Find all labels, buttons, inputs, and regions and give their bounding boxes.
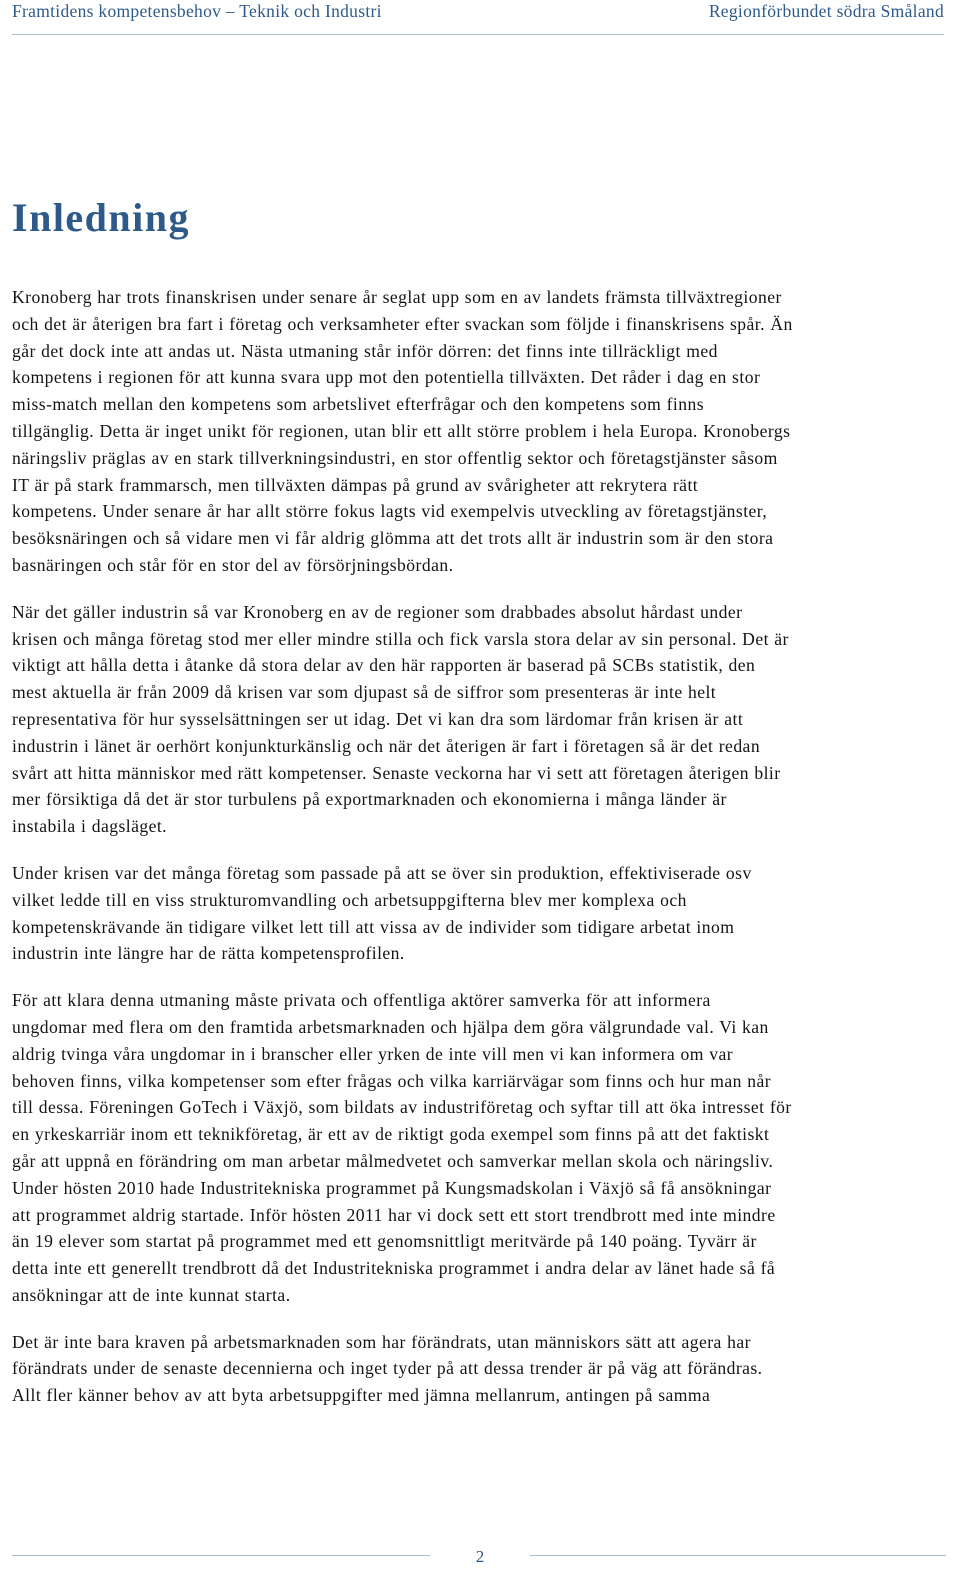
paragraph: [12, 599, 950, 840]
page-number: 2: [475, 1547, 485, 1566]
text-line: industrin i länet är oerhört konjunkturkänslig och när det återigen är fart i företagen så är det redan: [12, 735, 761, 756]
paragraph: [12, 987, 950, 1309]
text-line: går det dock inte att andas ut. Nästa utmaning står inför dörren: det finns inte tillräckligt med: [12, 340, 718, 361]
paragraph: [12, 860, 950, 967]
text-line: När det gäller industrin så var Kronoberg en av de regioner som drabbades absolut hårdast under: [12, 601, 743, 622]
text-line: basnäringen och står för en stor del av försörjningsbördan.: [12, 554, 454, 575]
text-line: Det är inte bara kraven på arbetsmarknaden som har förändrats, utan människors sätt att agera har: [12, 1331, 751, 1352]
body-text: [12, 284, 950, 1429]
text-line: en yrkeskarriär inom ett teknikföretag, är ett av de riktigt goda exempel som finns på att det faktiskt: [12, 1124, 770, 1145]
footer-rule-right: [530, 1555, 946, 1556]
text-line: mer försiktiga då det är stor turbulens på exportmarknaden och ekonomierna i många länder är: [12, 789, 727, 810]
text-line: förändrats under de senaste decennierna och inget tyder på att dessa trender är på väg att förändras.: [12, 1358, 763, 1379]
text-line: industrin inte längre har de rätta kompetensprofilen.: [12, 943, 405, 964]
text-line: För att klara denna utmaning måste privata och offentliga aktörer samverka för att informera: [12, 990, 711, 1011]
text-line: behoven finns, vilka kompetenser som efter frågas och vilka karriärvägar som finns och hur man når: [12, 1070, 772, 1091]
text-line: krisen och många företag stod mer eller mindre stilla och fick varsla stora delar av sin personal. Det är: [12, 628, 789, 649]
text-line: vilket ledde till en viss strukturomvandling och arbetsuppgifterna blev mer komplexa och: [12, 889, 687, 910]
text-line: än 19 elever som startat på programmet med ett genomsnittligt meritvärde på 140 poäng. Tyvärr är: [12, 1231, 757, 1252]
paragraph: [12, 284, 950, 579]
text-line: Under hösten 2010 hade Industritekniska programmet på Kungsmadskolan i Växjö så få ansökningar: [12, 1177, 772, 1198]
running-header: [12, 0, 944, 35]
text-line: ungdomar med flera om den framtida arbetsmarknaden och hjälpa dem göra välgrundade val. Vi kan: [12, 1016, 769, 1037]
text-line: och det är återigen bra fart i företag och verksamheter efter svackan som följde i finanskrisens spår. Än: [12, 313, 793, 334]
text-line: näringsliv präglas av en stark tillverkningsindustri, en stor offentlig sektor och företagstjänster såsom: [12, 447, 778, 468]
header-document-title: Framtidens kompetensbehov – Teknik och Industri: [12, 1, 382, 21]
text-line: viktigt att hålla detta i åtanke då stora delar av den här rapporten är baserad på SCBs statistik, den: [12, 655, 756, 676]
paragraph: [12, 1329, 950, 1409]
header-organization: Regionförbundet södra Småland: [708, 1, 944, 21]
text-line: miss-match mellan den kompetens som arbetslivet efterfrågar och den kompetens som finns: [12, 394, 705, 415]
footer-rule-left: [12, 1555, 430, 1556]
text-line: till dessa. Föreningen GoTech i Växjö, som bildats av industriföretag och syftar till att öka intresset för: [12, 1097, 792, 1118]
text-line: Kronoberg har trots finanskrisen under senare år seglat upp som en av landets främsta tillväxtregioner: [12, 287, 782, 307]
text-line: aldrig tvinga våra ungdomar in i branscher eller yrken de inte vill men vi kan informera om var: [12, 1043, 734, 1064]
section-heading: Inledning: [12, 195, 191, 240]
text-line: går att uppnå en förändring om man arbetar målmedvetet och samverkar mellan skola och näringsliv.: [12, 1150, 774, 1171]
text-line: att programmet aldrig startade. Inför hösten 2011 har vi dock sett ett stort trendbrott med inte mindre: [12, 1204, 776, 1225]
text-line: IT är på stark frammarsch, men tillväxten dämpas på grund av svårigheter att rekrytera rätt: [12, 474, 699, 495]
text-line: besöksnäringen och så vidare men vi får aldrig glömma att det trots allt är industrin som är den stora: [12, 528, 774, 549]
text-line: tillgänglig. Detta är inget unikt för regionen, utan blir ett allt större problem i hela Europa. Kronobergs: [12, 420, 791, 441]
text-line: detta inte ett generellt trendbrott då det Industritekniska programmet i andra delar av länet hade så få: [12, 1258, 776, 1279]
text-line: mest aktuella är från 2009 då krisen var som djupast så de siffror som presenteras är inte helt: [12, 682, 717, 703]
text-line: kompetens. Under senare år har allt större fokus lagts vid exempelvis utveckling av företagstjänster,: [12, 501, 768, 522]
text-line: Allt fler känner behov av att byta arbetsuppgifter med jämna mellanrum, antingen på samma: [12, 1385, 711, 1406]
text-line: kompetens i regionen för att kunna svara upp mot den potentiella tillväxten. Det råder i dag en stor: [12, 367, 761, 388]
text-line: representativa för hur sysselsättningen ser ut idag. Det vi kan dra som lärdomar från krisen är att: [12, 708, 744, 729]
text-line: svårt att hitta människor med rätt kompetenser. Senaste veckorna har vi sett att företagen återigen blir: [12, 762, 781, 783]
text-line: instabila i dagsläget.: [12, 816, 168, 837]
text-line: kompetenskrävande än tidigare vilket lett till att vissa av de individer som tidigare arbetat inom: [12, 916, 735, 937]
text-line: Under krisen var det många företag som passade på att se över sin produktion, effektiviserade osv: [12, 862, 752, 883]
text-line: ansökningar att de inte kunnat starta.: [12, 1284, 291, 1305]
